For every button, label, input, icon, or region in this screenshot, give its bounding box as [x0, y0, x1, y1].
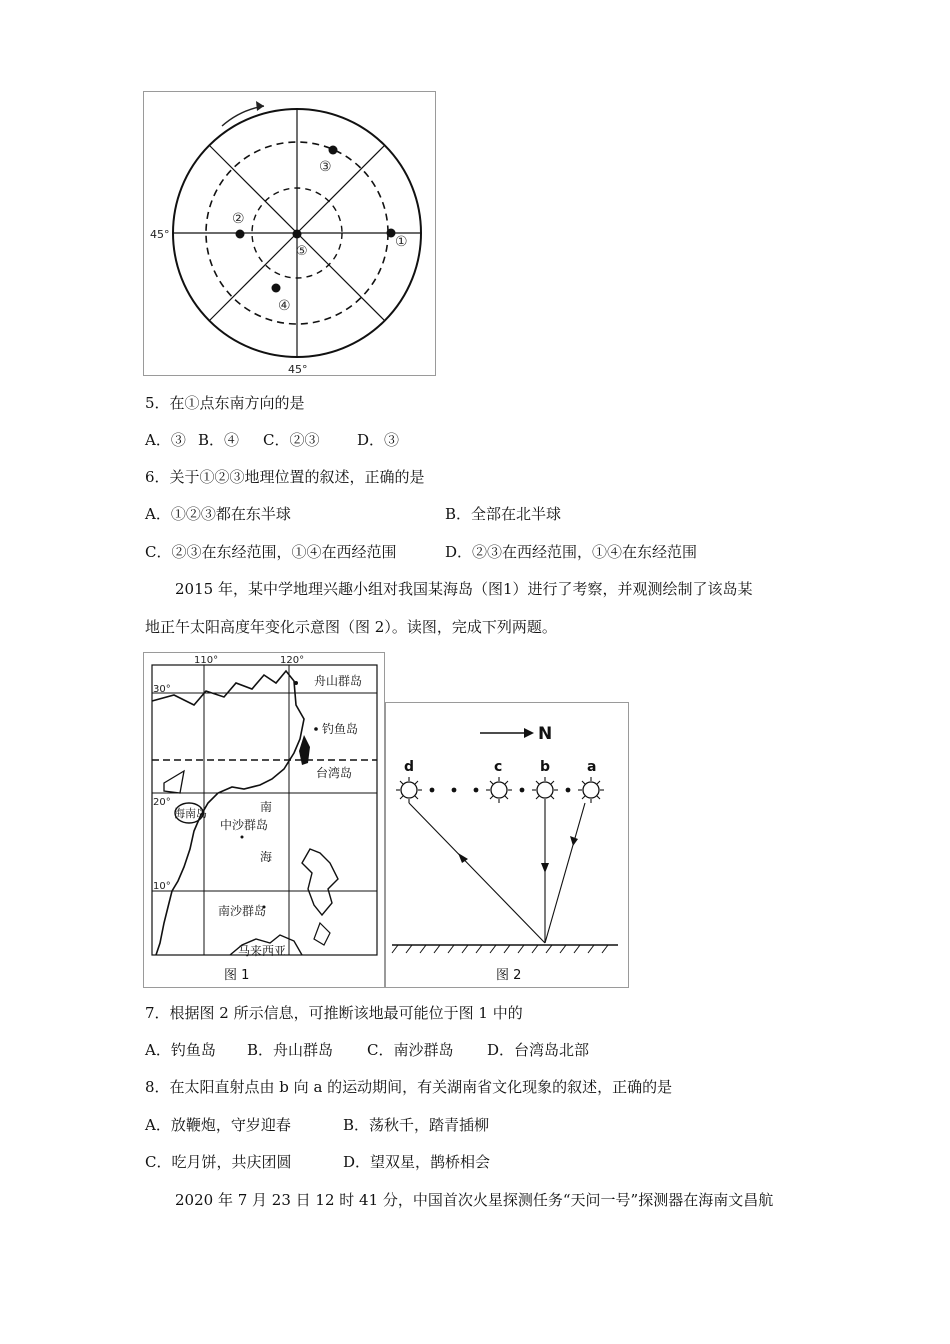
south-china-sea-map: [144, 653, 384, 987]
passage-1-line-1: 2015 年，某中学地理兴趣小组对我国某海岛（图1）进行了考察，并观测绘制了该岛某: [175, 580, 753, 598]
question-5-stem: 5．在①点东南方向的是: [145, 394, 305, 412]
q8-option-d[interactable]: D．望双星，鹊桥相会: [343, 1153, 491, 1171]
passage-1-line-2: 地正午太阳高度年变化示意图（图 2）。读图，完成下列两题。: [145, 618, 557, 636]
longitude-label-bottom: 45°: [288, 363, 308, 375]
gulf-shape: [164, 771, 184, 793]
question-6-stem: 6．关于①②③地理位置的叙述，正确的是: [145, 468, 425, 486]
point-1-label: ①: [395, 234, 408, 250]
zhoushan-label: 舟山群岛: [314, 674, 363, 688]
figure-2-caption: 图 2: [496, 968, 522, 983]
q5-option-b[interactable]: B．④: [198, 431, 240, 449]
point-4-dot: [272, 284, 281, 293]
zhongsha-label: 中沙群岛: [220, 818, 269, 832]
diaoyu-dot: [314, 727, 318, 731]
sun-label-a: a: [587, 759, 597, 775]
question-7-stem: 7．根据图 2 所示信息，可推断该地最可能位于图 1 中的: [145, 1004, 523, 1022]
point-4-label: ④: [278, 298, 291, 314]
question-8-options-row1: [145, 1115, 489, 1135]
q7-option-d[interactable]: D．台湾岛北部: [487, 1041, 590, 1059]
point-2-label: ②: [232, 211, 245, 227]
sun-b-icon: [532, 777, 558, 803]
question-5-options: [145, 430, 399, 450]
q7-option-c[interactable]: C．南沙群岛: [367, 1041, 454, 1059]
north-label: N: [538, 724, 553, 744]
sea-label-hai: 海: [260, 850, 273, 864]
q8-option-b[interactable]: B．荡秋千，踏青插柳: [343, 1116, 490, 1134]
sun-label-d: d: [404, 759, 415, 775]
point-3-dot: [329, 146, 338, 155]
zhongsha-dot: [241, 836, 244, 839]
q5-option-a[interactable]: A．③: [145, 431, 186, 449]
ground-hatching: [392, 945, 608, 953]
noon-sun-altitude-diagram: [386, 703, 628, 987]
passage-2-line-1: 2020 年 7 月 23 日 12 时 41 分，中国首次火星探测任务“天问一号”探测器在海南文昌航: [175, 1191, 774, 1209]
lat-20-label: 20°: [153, 797, 171, 808]
taiwan-label: 台湾岛: [316, 766, 353, 780]
question-6-options-row2: [145, 542, 697, 562]
q6-option-c[interactable]: C．②③在东经范围，①④在西经范围: [145, 543, 397, 561]
sun-label-c: c: [494, 759, 503, 775]
question-8-stem: 8．在太阳直射点由 b 向 a 的运动期间，有关湖南省文化现象的叙述，正确的是: [145, 1078, 673, 1096]
sea-label-nan: 南: [260, 800, 273, 814]
zhoushan-dot: [294, 681, 298, 685]
map-figure-1: [143, 652, 385, 988]
hainan-label: 海南岛: [174, 807, 207, 820]
q8-option-c[interactable]: C．吃月饼，共庆团圆: [145, 1153, 292, 1171]
point-3-label: ③: [319, 159, 332, 175]
question-8-options-row2: [145, 1152, 490, 1172]
point-2-dot: [236, 230, 245, 239]
lon-110-label: 110°: [194, 655, 219, 666]
malaysia-label: 马来西亚: [238, 944, 287, 958]
point-5-label: ⑤: [296, 244, 308, 259]
q7-option-a[interactable]: A．钓鱼岛: [145, 1041, 216, 1059]
lat-30-label: 30°: [153, 684, 171, 695]
q6-option-d[interactable]: D．②③在西经范围，①④在东经范围: [445, 543, 698, 561]
sun-d-icon: [396, 777, 422, 803]
point-5-dot: [293, 230, 302, 239]
lon-120-label: 120°: [280, 655, 305, 666]
q5-option-c[interactable]: C．②③: [263, 431, 320, 449]
polar-projection-figure: [143, 91, 436, 376]
q6-option-b[interactable]: B．全部在北半球: [445, 505, 562, 523]
philippines-south-shape: [314, 923, 330, 945]
lat-10-label: 10°: [153, 881, 171, 892]
rotation-arrowhead: [256, 101, 264, 111]
nansha-label: 南沙群岛: [218, 904, 267, 918]
ray-a-arrowhead: [570, 836, 578, 846]
diaoyu-label: 钓鱼岛: [322, 722, 359, 736]
sun-altitude-figure-2: [385, 702, 629, 988]
sun-c-icon: [486, 777, 512, 803]
sun-a-icon: [578, 777, 604, 803]
longitude-label-left: 45°: [150, 228, 170, 241]
q7-option-b[interactable]: B．舟山群岛: [247, 1041, 334, 1059]
sun-label-b: b: [540, 759, 551, 775]
north-arrowhead: [524, 728, 534, 738]
ray-b-arrowhead: [541, 863, 549, 873]
ray-from-d: [409, 803, 545, 943]
question-6-options-row1: [145, 504, 561, 524]
figure-1-caption: 图 1: [224, 968, 250, 983]
philippines-shape: [302, 849, 338, 915]
q5-option-d[interactable]: D．③: [357, 431, 400, 449]
question-7-options: [145, 1040, 589, 1060]
q6-option-a[interactable]: A．①②③都在东半球: [145, 505, 291, 523]
ray-from-a: [545, 803, 585, 943]
polar-diagram: [144, 92, 435, 375]
q8-option-a[interactable]: A．放鞭炮，守岁迎春: [145, 1116, 291, 1134]
